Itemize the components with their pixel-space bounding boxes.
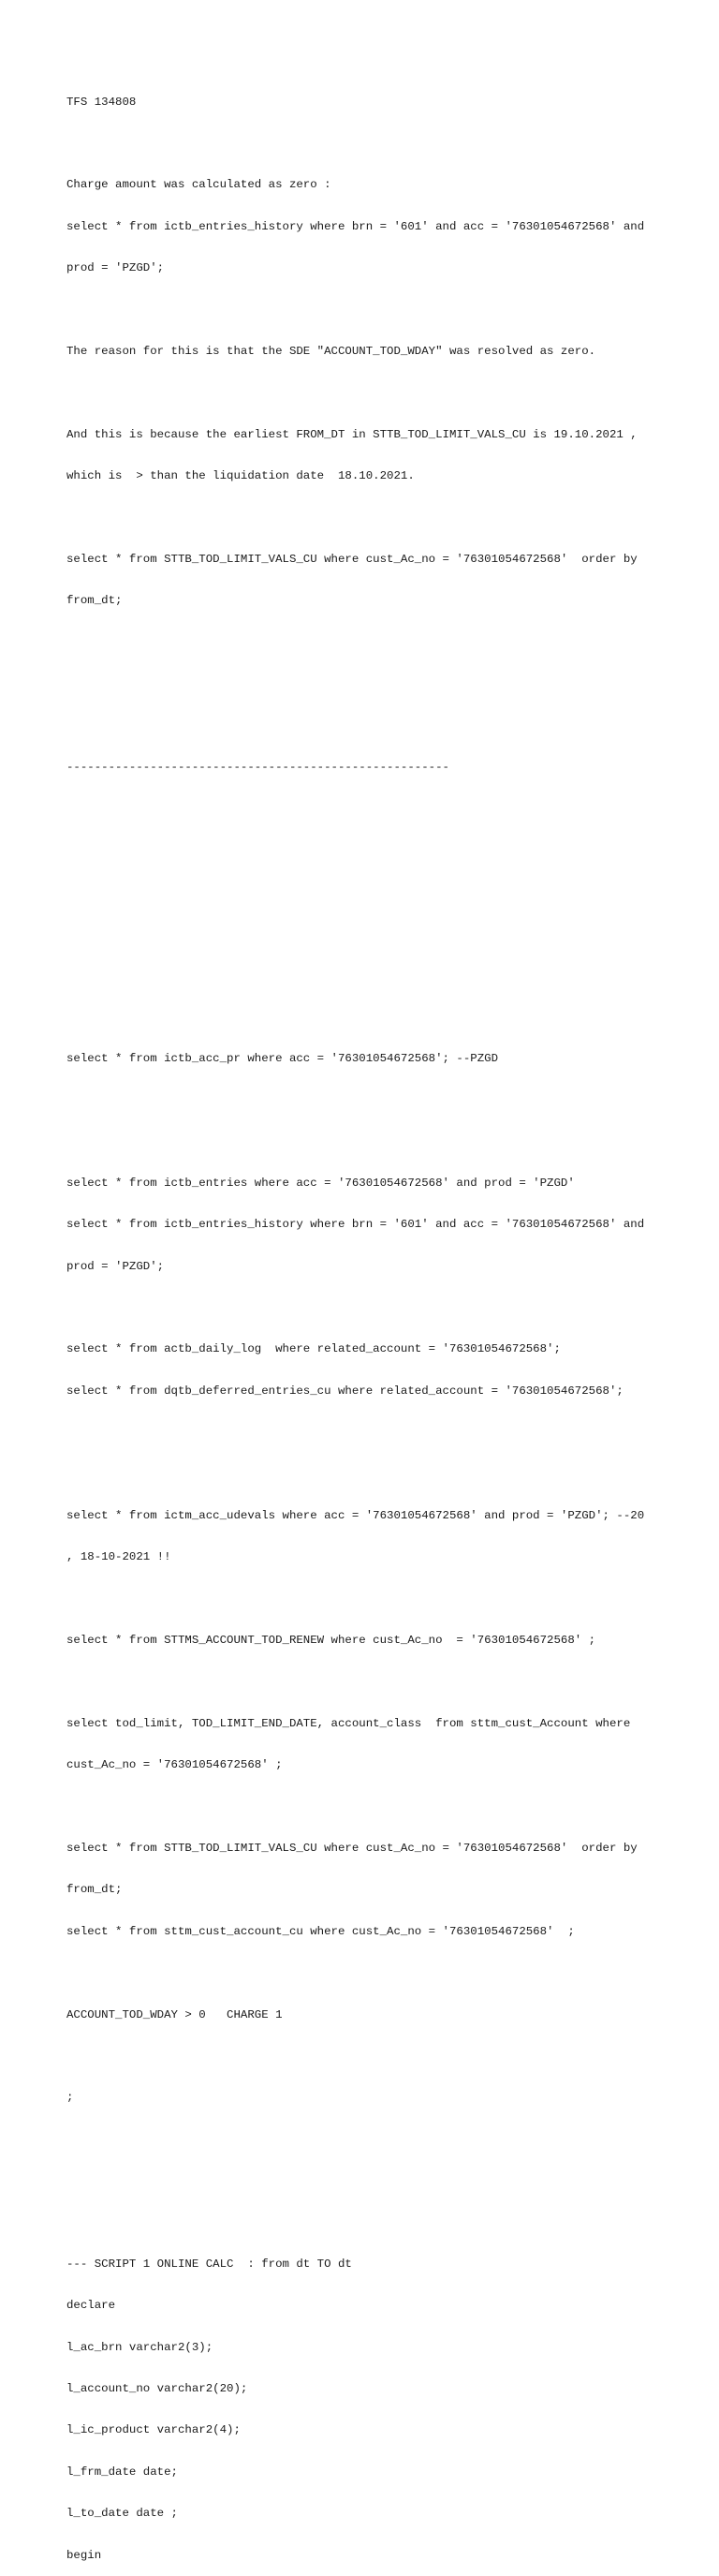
- doc-line: [66, 1134, 666, 1148]
- doc-line: select * from ictm_acc_udevals where acc = '76301054672568' and prod = 'PZGD'; --20: [66, 1508, 645, 1522]
- doc-line: begin: [66, 2548, 102, 2562]
- doc-line: [66, 386, 666, 400]
- doc-line: l_ac_brn varchar2(3);: [66, 2340, 213, 2354]
- doc-line: cust_Ac_no = '76301054672568' ;: [66, 1758, 283, 1772]
- doc-line: select * from STTB_TOD_LIMIT_VALS_CU where cust_Ac_no = '76301054672568' order by: [66, 1842, 638, 1855]
- doc-line: [66, 1800, 666, 1814]
- doc-line: --- SCRIPT 1 ONLINE CALC : from dt TO dt: [66, 2257, 352, 2271]
- doc-line: [66, 885, 666, 899]
- doc-line: select * from ictb_entries where acc = '76301054672568' and prod = 'PZGD': [66, 1176, 575, 1190]
- doc-line: select * from sttm_cust_account_cu where cust_Ac_no = '76301054672568' ;: [66, 1924, 575, 1938]
- doc-line: Charge amount was calculated as zero :: [66, 178, 331, 192]
- doc-line: [66, 1592, 666, 1606]
- doc-line: select * from ictb_entries_history where brn = '601' and acc = '76301054672568' and: [66, 1218, 645, 1232]
- doc-line: select * from ictb_acc_pr where acc = '76301054672568'; --PZGD: [66, 1051, 499, 1065]
- doc-line: from_dt;: [66, 1883, 123, 1897]
- doc-line: ACCOUNT_TOD_WDAY > 0 CHARGE 1: [66, 2007, 283, 2021]
- doc-line: [66, 2050, 666, 2064]
- doc-line: select tod_limit, TOD_LIMIT_END_DATE, account_class from sttm_cust_Account where: [66, 1716, 631, 1730]
- doc-line: l_account_no varchar2(20);: [66, 2382, 248, 2396]
- doc-line: l_frm_date date;: [66, 2465, 178, 2479]
- doc-line: [66, 2216, 666, 2230]
- doc-line: declare: [66, 2299, 116, 2313]
- doc-line: select * from STTMS_ACCOUNT_TOD_RENEW where cust_Ac_no = '76301054672568' ;: [66, 1634, 596, 1648]
- doc-line: ;: [66, 2091, 74, 2105]
- doc-line: The reason for this is that the SDE "ACCOUNT_TOD_WDAY" was resolved as zero.: [66, 344, 596, 358]
- doc-line: [66, 1093, 666, 1107]
- doc-line: [66, 2174, 666, 2188]
- doc-line: [66, 1675, 666, 1689]
- doc-line: [66, 802, 666, 816]
- doc-line: from_dt;: [66, 594, 123, 608]
- doc-line: , 18-10-2021 !!: [66, 1550, 171, 1564]
- doc-line: prod = 'PZGD';: [66, 1259, 165, 1273]
- doc-line: select * from STTB_TOD_LIMIT_VALS_CU where cust_Ac_no = '76301054672568' order by: [66, 552, 638, 566]
- doc-line: [66, 1467, 666, 1481]
- doc-line: select * from actb_daily_log where related_account = '76301054672568';: [66, 1342, 561, 1356]
- doc-line: [66, 2133, 666, 2147]
- doc-line: l_to_date date ;: [66, 2507, 178, 2521]
- doc-line: which is > than the liquidation date 18.10.2021.: [66, 469, 415, 483]
- doc-line: TFS 134808: [66, 95, 137, 109]
- doc-line: [66, 718, 666, 733]
- doc-line: [66, 137, 666, 151]
- doc-line: [66, 844, 666, 858]
- doc-line: prod = 'PZGD';: [66, 261, 165, 275]
- divider-line: -------------------------------------------------------: [66, 760, 449, 774]
- doc-line: [66, 1426, 666, 1440]
- doc-line: [66, 1966, 666, 1980]
- doc-line: [66, 677, 666, 691]
- doc-line: [66, 969, 666, 983]
- doc-line: [66, 511, 666, 526]
- document-body: [66, 67, 666, 2576]
- doc-line: l_ic_product varchar2(4);: [66, 2423, 241, 2437]
- doc-line: select * from ictb_entries_history where brn = '601' and acc = '76301054672568' and: [66, 219, 645, 233]
- doc-line: [66, 926, 666, 940]
- doc-line: [66, 303, 666, 318]
- doc-line: select * from dqtb_deferred_entries_cu where related_account = '76301054672568';: [66, 1384, 624, 1398]
- doc-line: And this is because the earliest FROM_DT in STTB_TOD_LIMIT_VALS_CU is 19.10.2021 ,: [66, 427, 638, 441]
- doc-line: [66, 636, 666, 650]
- doc-line: [66, 1301, 666, 1315]
- doc-line: [66, 1010, 666, 1024]
